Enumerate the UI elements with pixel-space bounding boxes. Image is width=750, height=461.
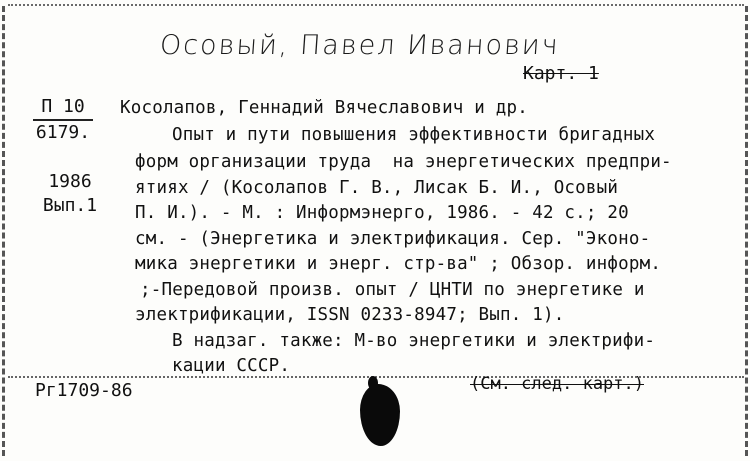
- body-line: электрификации, ISSN 0233-8947; Вып. 1).: [135, 305, 565, 325]
- body-line: В надзаг. также: М-во энергетики и электрифи-: [172, 331, 656, 351]
- card-top-edge: [8, 4, 744, 8]
- body-line: Опыт и пути повышения эффективности бригадных: [172, 125, 656, 145]
- body-line: см. - (Энергетика и электрификация. Сер. "Эконо-: [135, 229, 651, 249]
- card-punch-hole: [360, 384, 400, 446]
- body-line: ятиях / (Косолапов Г. В., Лисак Б. И., Осовый: [135, 178, 619, 198]
- year-issue: [40, 170, 100, 218]
- shelf-mark: [33, 96, 93, 144]
- see-next-card: (См. след. карт.): [470, 374, 644, 394]
- body-line: П. И.). - М. : Информэнерго, 1986. - 42 с.; 20: [135, 203, 629, 223]
- author-line: Косолапов, Геннадий Вячеславович и др.: [120, 98, 528, 118]
- body-line: ;-Передовой произв. опыт / ЦНТИ по энергетике и: [140, 280, 645, 300]
- card-number: Карт. 1: [523, 63, 599, 84]
- body-line: кации СССР.: [172, 356, 291, 376]
- handwritten-name: Осовый, Павел Иванович: [158, 30, 561, 61]
- body-line: мика энергетики и энерг. стр-ва" ; Обзор. информ.: [135, 254, 662, 274]
- body-line: форм организации труда на энергетических предпри-: [135, 152, 672, 172]
- publication-year: 1986: [48, 171, 92, 192]
- card-right-edge: [743, 6, 748, 456]
- issue-number: Вып.1: [42, 195, 98, 216]
- registration-number: Рг1709-86: [35, 380, 133, 401]
- card-left-edge: [2, 6, 7, 456]
- shelf-number: 6179.: [35, 122, 91, 143]
- shelf-code: П 10: [33, 96, 93, 121]
